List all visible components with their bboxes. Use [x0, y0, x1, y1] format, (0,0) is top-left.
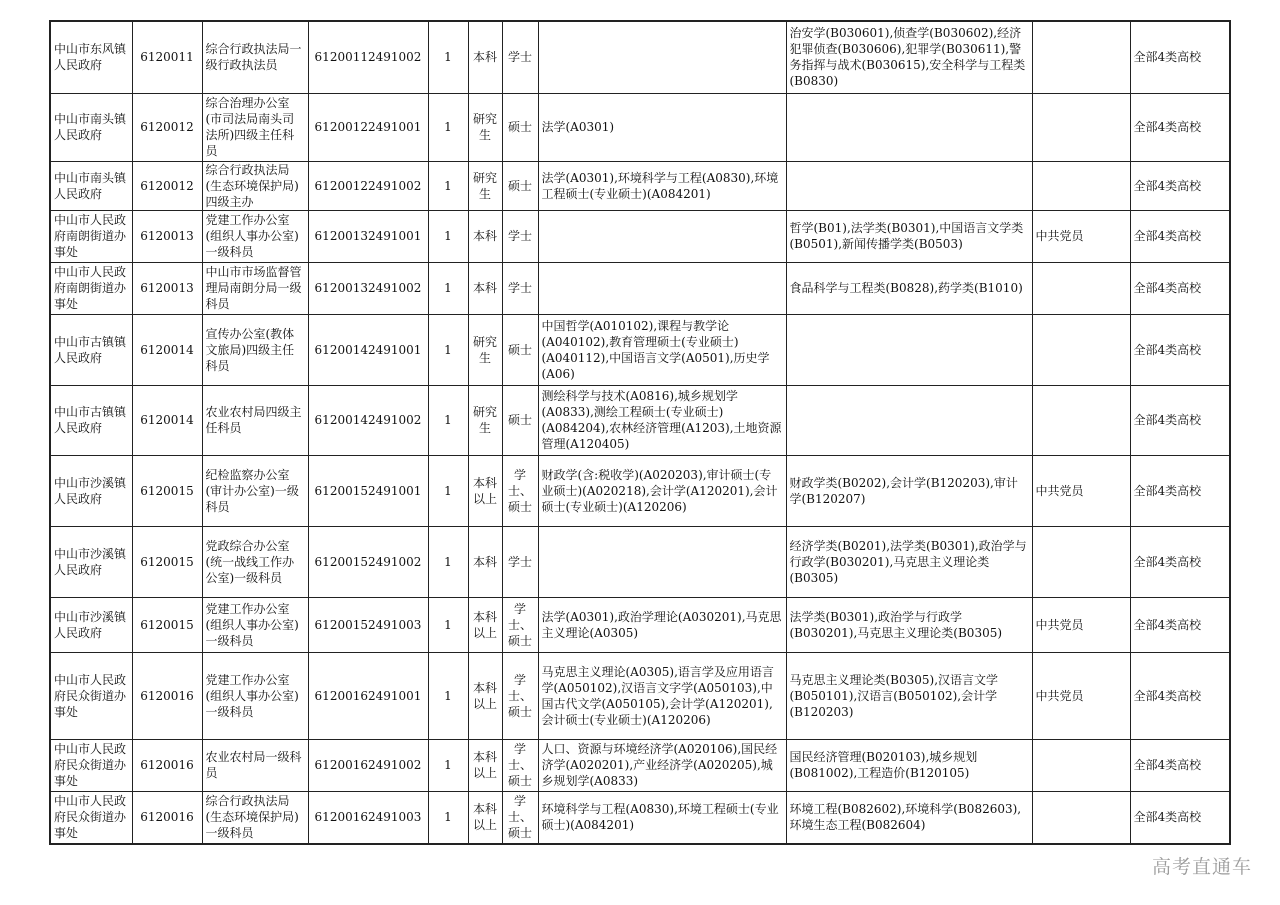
count-cell: 1: [428, 262, 468, 314]
position-code-cell: 61200152491003: [308, 597, 428, 652]
unit-code-cell: 6120016: [132, 739, 202, 791]
unit-cell: 中山市人民政府民众街道办事处: [50, 739, 132, 791]
other-requirement-cell: [1032, 314, 1130, 385]
degree-cell: 硕士: [502, 314, 538, 385]
undergraduate-major-cell: 食品科学与工程类(B0828),药学类(B1010): [786, 262, 1032, 314]
watermark: 高考直通车: [1151, 856, 1252, 878]
unit-cell: 中山市沙溪镇人民政府: [50, 597, 132, 652]
position-cell: 纪检监察办公室(审计办公室)一级科员: [202, 455, 308, 526]
position-code-cell: 61200152491001: [308, 455, 428, 526]
graduate-major-cell: 财政学(含:税收学)(A020203),审计硕士(专业硕士)(A020218),会计学(A120201),会计硕士(专业硕士)(A120206): [538, 455, 786, 526]
undergraduate-major-cell: 治安学(B030601),侦查学(B030602),经济犯罪侦查(B030606),犯罪学(B030611),警务指挥与战术(B030615),安全科学与工程类(B0830): [786, 21, 1032, 93]
other-requirement-cell: 中共党员: [1032, 652, 1130, 739]
position-cell: 宣传办公室(教体文旅局)四级主任科员: [202, 314, 308, 385]
count-cell: 1: [428, 652, 468, 739]
education-cell: 本科: [468, 210, 502, 262]
education-cell: 研究生: [468, 93, 502, 161]
degree-cell: 学士、硕士: [502, 652, 538, 739]
undergraduate-major-cell: 经济学类(B0201),法学类(B0301),政治学与行政学(B030201),马克思主义理论类(B0305): [786, 526, 1032, 597]
unit-cell: 中山市人民政府南朗街道办事处: [50, 210, 132, 262]
education-cell: 本科: [468, 526, 502, 597]
degree-cell: 学士: [502, 210, 538, 262]
other-requirement-cell: 中共党员: [1032, 210, 1130, 262]
count-cell: 1: [428, 791, 468, 844]
undergraduate-major-cell: 国民经济管理(B020103),城乡规划(B081002),工程造价(B120105): [786, 739, 1032, 791]
position-code-cell: 61200162491002: [308, 739, 428, 791]
unit-code-cell: 6120012: [132, 93, 202, 161]
position-code-cell: 61200152491002: [308, 526, 428, 597]
table-row: [50, 455, 1230, 526]
degree-cell: 硕士: [502, 385, 538, 455]
position-cell: 农业农村局一级科员: [202, 739, 308, 791]
table-row: [50, 526, 1230, 597]
school-type-cell: 全部4类高校: [1130, 314, 1230, 385]
position-code-cell: 61200122491002: [308, 161, 428, 210]
school-type-cell: 全部4类高校: [1130, 385, 1230, 455]
graduate-major-cell: 法学(A0301),环境科学与工程(A0830),环境工程硕士(专业硕士)(A084201): [538, 161, 786, 210]
count-cell: 1: [428, 161, 468, 210]
other-requirement-cell: [1032, 791, 1130, 844]
unit-cell: 中山市沙溪镇人民政府: [50, 455, 132, 526]
position-code-cell: 61200142491001: [308, 314, 428, 385]
undergraduate-major-cell: 哲学(B01),法学类(B0301),中国语言文学类(B0501),新闻传播学类(B0503): [786, 210, 1032, 262]
unit-code-cell: 6120016: [132, 652, 202, 739]
degree-cell: 学士、硕士: [502, 791, 538, 844]
table-row: [50, 739, 1230, 791]
unit-code-cell: 6120012: [132, 161, 202, 210]
school-type-cell: 全部4类高校: [1130, 262, 1230, 314]
education-cell: 本科以上: [468, 652, 502, 739]
unit-cell: 中山市古镇镇人民政府: [50, 385, 132, 455]
position-code-cell: 61200142491002: [308, 385, 428, 455]
undergraduate-major-cell: 财政学类(B0202),会计学(B120203),审计学(B120207): [786, 455, 1032, 526]
undergraduate-major-cell: 法学类(B0301),政治学与行政学(B030201),马克思主义理论类(B0305): [786, 597, 1032, 652]
unit-code-cell: 6120011: [132, 21, 202, 93]
table-row: [50, 210, 1230, 262]
unit-code-cell: 6120013: [132, 210, 202, 262]
position-cell: 党建工作办公室(组织人事办公室)一级科员: [202, 597, 308, 652]
school-type-cell: 全部4类高校: [1130, 597, 1230, 652]
school-type-cell: 全部4类高校: [1130, 791, 1230, 844]
count-cell: 1: [428, 455, 468, 526]
education-cell: 本科以上: [468, 739, 502, 791]
graduate-major-cell: [538, 262, 786, 314]
education-cell: 研究生: [468, 385, 502, 455]
table-body: [50, 21, 1230, 844]
graduate-major-cell: [538, 210, 786, 262]
other-requirement-cell: 中共党员: [1032, 597, 1130, 652]
count-cell: 1: [428, 597, 468, 652]
education-cell: 本科: [468, 21, 502, 93]
table-row: [50, 652, 1230, 739]
count-cell: 1: [428, 93, 468, 161]
table-row: [50, 385, 1230, 455]
degree-cell: 硕士: [502, 93, 538, 161]
degree-cell: 学士: [502, 262, 538, 314]
education-cell: 研究生: [468, 161, 502, 210]
unit-code-cell: 6120016: [132, 791, 202, 844]
count-cell: 1: [428, 385, 468, 455]
position-code-cell: 61200112491002: [308, 21, 428, 93]
degree-cell: 学士、硕士: [502, 597, 538, 652]
unit-cell: 中山市沙溪镇人民政府: [50, 526, 132, 597]
position-cell: 党建工作办公室(组织人事办公室)一级科员: [202, 210, 308, 262]
degree-cell: 学士: [502, 526, 538, 597]
education-cell: 本科: [468, 262, 502, 314]
unit-cell: 中山市人民政府南朗街道办事处: [50, 262, 132, 314]
graduate-major-cell: [538, 526, 786, 597]
position-cell: 综合行政执法局一级行政执法员: [202, 21, 308, 93]
school-type-cell: 全部4类高校: [1130, 739, 1230, 791]
position-cell: 综合行政执法局(生态环境保护局)一级科员: [202, 791, 308, 844]
position-cell: 中山市市场监督管理局南朗分局一级科员: [202, 262, 308, 314]
unit-cell: 中山市古镇镇人民政府: [50, 314, 132, 385]
education-cell: 本科以上: [468, 597, 502, 652]
unit-code-cell: 6120015: [132, 526, 202, 597]
position-cell: 党政综合办公室(统一战线工作办公室)一级科员: [202, 526, 308, 597]
graduate-major-cell: 测绘科学与技术(A0816),城乡规划学(A0833),测绘工程硕士(专业硕士)(A084204),农林经济管理(A1203),土地资源管理(A120405): [538, 385, 786, 455]
count-cell: 1: [428, 314, 468, 385]
unit-code-cell: 6120014: [132, 314, 202, 385]
school-type-cell: 全部4类高校: [1130, 21, 1230, 93]
position-code-cell: 61200122491001: [308, 93, 428, 161]
table-row: [50, 791, 1230, 844]
school-type-cell: 全部4类高校: [1130, 652, 1230, 739]
table-row: [50, 314, 1230, 385]
other-requirement-cell: [1032, 526, 1130, 597]
other-requirement-cell: [1032, 161, 1130, 210]
graduate-major-cell: 人口、资源与环境经济学(A020106),国民经济学(A020201),产业经济学(A020205),城乡规划学(A0833): [538, 739, 786, 791]
job-table: [49, 20, 1231, 845]
other-requirement-cell: 中共党员: [1032, 455, 1130, 526]
graduate-major-cell: 马克思主义理论(A0305),语言学及应用语言学(A050102),汉语言文字学(A050103),中国古代文学(A050105),会计学(A120201),会计硕士(专业硕士)(A120206): [538, 652, 786, 739]
count-cell: 1: [428, 210, 468, 262]
graduate-major-cell: 中国哲学(A010102),课程与教学论(A040102),教育管理硕士(专业硕士)(A040112),中国语言文学(A0501),历史学(A06): [538, 314, 786, 385]
unit-cell: 中山市东风镇人民政府: [50, 21, 132, 93]
position-cell: 党建工作办公室(组织人事办公室)一级科员: [202, 652, 308, 739]
graduate-major-cell: [538, 21, 786, 93]
table-row: [50, 597, 1230, 652]
other-requirement-cell: [1032, 262, 1130, 314]
unit-code-cell: 6120015: [132, 455, 202, 526]
other-requirement-cell: [1032, 93, 1130, 161]
position-code-cell: 61200162491003: [308, 791, 428, 844]
other-requirement-cell: [1032, 385, 1130, 455]
undergraduate-major-cell: 马克思主义理论类(B0305),汉语言文学(B050101),汉语言(B050102),会计学(B120203): [786, 652, 1032, 739]
table-row: [50, 262, 1230, 314]
graduate-major-cell: 法学(A0301): [538, 93, 786, 161]
position-cell: 综合行政执法局(生态环境保护局)四级主办: [202, 161, 308, 210]
position-cell: 综合治理办公室(市司法局南头司法所)四级主任科员: [202, 93, 308, 161]
unit-code-cell: 6120015: [132, 597, 202, 652]
education-cell: 本科以上: [468, 455, 502, 526]
school-type-cell: 全部4类高校: [1130, 93, 1230, 161]
table-row: [50, 93, 1230, 161]
degree-cell: 学士、硕士: [502, 455, 538, 526]
count-cell: 1: [428, 739, 468, 791]
education-cell: 研究生: [468, 314, 502, 385]
undergraduate-major-cell: [786, 385, 1032, 455]
count-cell: 1: [428, 526, 468, 597]
undergraduate-major-cell: [786, 93, 1032, 161]
position-cell: 农业农村局四级主任科员: [202, 385, 308, 455]
position-code-cell: 61200132491002: [308, 262, 428, 314]
position-code-cell: 61200132491001: [308, 210, 428, 262]
graduate-major-cell: 法学(A0301),政治学理论(A030201),马克思主义理论(A0305): [538, 597, 786, 652]
school-type-cell: 全部4类高校: [1130, 526, 1230, 597]
degree-cell: 学士: [502, 21, 538, 93]
undergraduate-major-cell: 环境工程(B082602),环境科学(B082603),环境生态工程(B082604): [786, 791, 1032, 844]
school-type-cell: 全部4类高校: [1130, 210, 1230, 262]
education-cell: 本科以上: [468, 791, 502, 844]
degree-cell: 学士、硕士: [502, 739, 538, 791]
count-cell: 1: [428, 21, 468, 93]
unit-code-cell: 6120014: [132, 385, 202, 455]
position-code-cell: 61200162491001: [308, 652, 428, 739]
school-type-cell: 全部4类高校: [1130, 455, 1230, 526]
school-type-cell: 全部4类高校: [1130, 161, 1230, 210]
table-row: [50, 161, 1230, 210]
other-requirement-cell: [1032, 739, 1130, 791]
unit-cell: 中山市人民政府民众街道办事处: [50, 652, 132, 739]
undergraduate-major-cell: [786, 161, 1032, 210]
unit-cell: 中山市南头镇人民政府: [50, 161, 132, 210]
graduate-major-cell: 环境科学与工程(A0830),环境工程硕士(专业硕士)(A084201): [538, 791, 786, 844]
unit-cell: 中山市南头镇人民政府: [50, 93, 132, 161]
undergraduate-major-cell: [786, 314, 1032, 385]
unit-code-cell: 6120013: [132, 262, 202, 314]
degree-cell: 硕士: [502, 161, 538, 210]
other-requirement-cell: [1032, 21, 1130, 93]
table-row: [50, 21, 1230, 93]
unit-cell: 中山市人民政府民众街道办事处: [50, 791, 132, 844]
